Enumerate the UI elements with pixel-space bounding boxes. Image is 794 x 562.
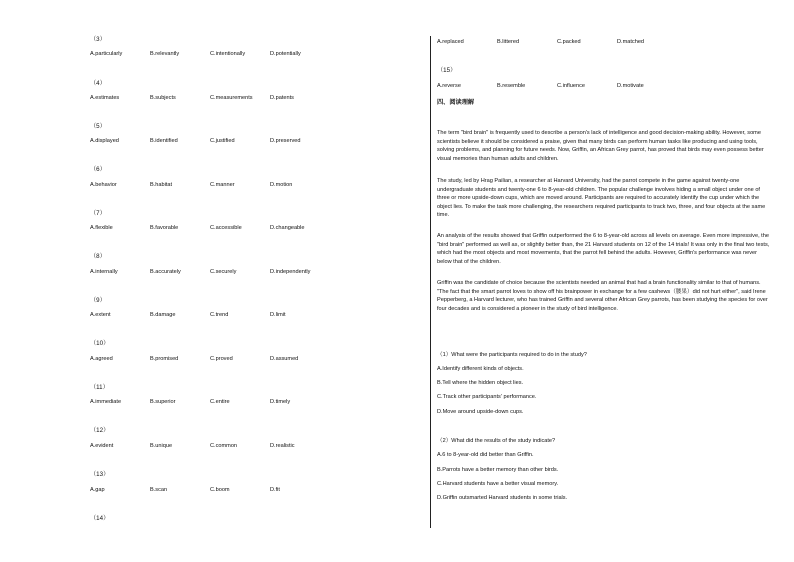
option-d[interactable]: D.changeable [270,225,305,231]
option-b[interactable]: B.promised [150,356,179,362]
option-c[interactable]: C.manner [210,182,235,188]
option-b[interactable]: B.identified [150,138,178,144]
option-row [90,94,410,102]
option-c[interactable]: C.securely [210,269,237,275]
answer-option[interactable]: B.Tell where the hidden object lies. [437,380,524,386]
question-number: （9） [90,297,106,304]
option-b[interactable]: B.accurately [150,269,181,275]
option-d[interactable]: D.potentially [270,51,301,57]
question-number: （6） [90,166,106,173]
answer-option[interactable]: C.Harvard students have a better visual memory. [437,481,559,487]
answer-option[interactable]: D.Move around upside-down cups. [437,409,524,415]
question-number: （8） [90,253,106,260]
question-number: （7） [90,210,106,217]
option-c[interactable]: C.proved [210,356,233,362]
question-stem: （1）What were the participants required to do in the study? [437,352,587,358]
option-c[interactable]: C.justified [210,138,235,144]
option-row [90,311,410,319]
option-row [437,38,757,46]
option-d[interactable]: D.independently [270,269,311,275]
answer-option[interactable]: A.6 to 8-year-old did better than Griffin. [437,452,534,458]
option-row [90,442,410,450]
option-c[interactable]: C.common [210,443,238,449]
option-c[interactable]: C.accessible [210,225,242,231]
option-row [90,486,410,494]
option-c[interactable]: C.influence [557,83,585,89]
option-c[interactable]: C.measurements [210,95,253,101]
question-number: （14） [90,515,110,522]
option-row [90,398,410,406]
question-number: （15） [437,67,457,74]
passage-paragraph: The study, led by Hrag Pailian, a researcher at Harvard University, had the parrot compete in the game against twenty-one undergraduate students and twenty-one 6 to 8-year-old children. The popular challenge involves hiding a small object under one of three or more upside-down cups, which are moved around. Participants are required to accurately identify the cup under which the object lies. To make the task more challenging, the researchers required participants to track two, three, and four objects at the same time. [437,178,766,219]
option-b[interactable]: B.subjects [150,95,176,101]
option-a[interactable]: A.reverse [437,83,461,89]
question-number: （10） [90,340,110,347]
option-d[interactable]: D.motivate [617,83,644,89]
section-title: 四、阅读理解 [437,99,475,106]
option-row [90,355,410,363]
option-c[interactable]: C.entire [210,399,230,405]
option-a[interactable]: A.displayed [90,138,119,144]
answer-option[interactable]: B.Parrots have a better memory than other birds. [437,467,559,473]
option-b[interactable]: B.unique [150,443,173,449]
question-number: （3） [90,36,106,43]
option-b[interactable]: B.resemble [497,83,526,89]
option-c[interactable]: C.packed [557,39,581,45]
option-row [90,268,410,276]
passage-paragraph: Griffin was the candidate of choice because the scientists needed an animal that had a brain functionality similar to that of humans. "The fact that the smart parrot loves to show off his brainpower in exchange for a few cashews（腰果）did not hurt either", said Irene Pepperberg, a Harvard lecturer, who has trained Griffin and several other African Grey parrots, has been studying the species for over four decades and is considered a pioneer in the study of bird intelligence. [437,280,768,312]
option-a[interactable]: A.flexible [90,225,113,231]
option-b[interactable]: B.littered [497,39,520,45]
option-d[interactable]: D.fit [270,487,280,493]
option-d[interactable]: D.assumed [270,356,299,362]
passage-paragraph: The term "bird brain" is frequently used to describe a person's lack of intelligence and good decision-making ability. However, some scientists believe it should be considered a praise, given that many birds can perform human tasks like producing and using tools, solving problems, and planning for future needs. Now, Griffin, an African Grey parrot, has proved that birds may even possess better visual memories than human adults and children. [437,130,764,162]
option-a[interactable]: A.evident [90,443,114,449]
option-b[interactable]: B.relevantly [150,51,180,57]
option-c[interactable]: C.boom [210,487,230,493]
question-number: （13） [90,471,110,478]
question-number: （4） [90,80,106,87]
option-a[interactable]: A.internally [90,269,118,275]
option-d[interactable]: D.limit [270,312,286,318]
question-number: （5） [90,123,106,130]
option-b[interactable]: B.scan [150,487,168,493]
option-a[interactable]: A.estimates [90,95,120,101]
answer-option[interactable]: A.Identify different kinds of objects. [437,366,524,372]
answer-option[interactable]: D.Griffin outsmarted Harvard students in some trials. [437,495,568,501]
option-c[interactable]: C.intentionally [210,51,246,57]
option-row [90,137,410,145]
option-b[interactable]: B.favorable [150,225,179,231]
option-d[interactable]: D.realistic [270,443,295,449]
option-row [90,181,410,189]
option-a[interactable]: A.replaced [437,39,464,45]
question-number: （11） [90,384,109,391]
option-a[interactable]: A.immediate [90,399,122,405]
passage-paragraph: An analysis of the results showed that Griffin outperformed the 6 to 8-year-old across all levels on average. Even more impressive, the "bird brain" performed as well as, or slightly better than, the 21 Harvard students on 12 of the 14 trials! It was only in the final two tests, which had the most objects and most movements, that the parrot fell behind the adults. However, Griffin's performance was never below that of the children. [437,233,770,265]
question-stem: （2）What did the results of the study indicate? [437,438,556,444]
option-b[interactable]: B.superior [150,399,176,405]
column-divider [430,36,431,528]
question-number: （12） [90,427,110,434]
option-row [90,224,410,232]
option-a[interactable]: A.behavior [90,182,117,188]
option-a[interactable]: A.agreed [90,356,113,362]
option-a[interactable]: A.particularly [90,51,123,57]
option-d[interactable]: D.preserved [270,138,301,144]
option-d[interactable]: D.motion [270,182,293,188]
option-row [437,82,757,90]
option-d[interactable]: D.matched [617,39,645,45]
option-row [90,50,410,58]
answer-option[interactable]: C.Track other participants' performance. [437,394,537,400]
option-c[interactable]: C.trend [210,312,229,318]
option-b[interactable]: B.damage [150,312,176,318]
option-a[interactable]: A.gap [90,487,105,493]
option-d[interactable]: D.patents [270,95,294,101]
option-a[interactable]: A.extent [90,312,111,318]
option-b[interactable]: B.habitat [150,182,173,188]
option-d[interactable]: D.timely [270,399,291,405]
